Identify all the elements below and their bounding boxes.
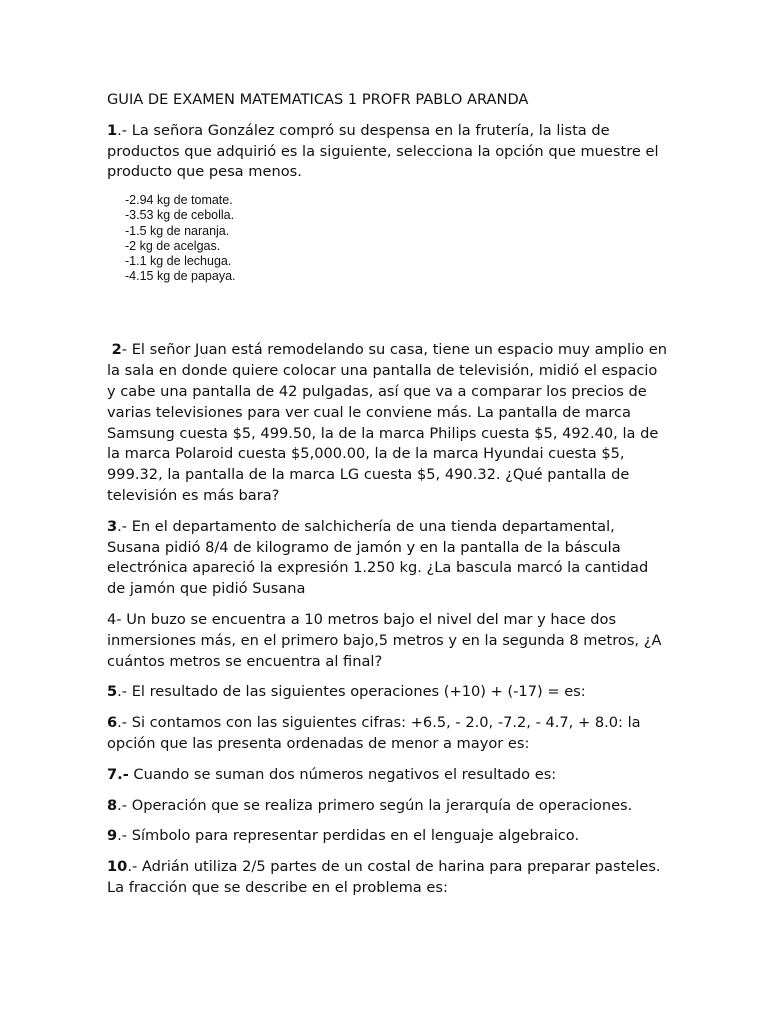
list-item: -3.53 kg de cebolla. <box>125 208 235 223</box>
question-number: 10 <box>107 858 128 876</box>
question-text: Símbolo para representar perdidas en el lenguaje algebraico. <box>131 827 580 845</box>
question-text: En el departamento de salchichería de una tienda departamental, Susana pidió 8/4 de kilogramo de jamón y en la pantalla de la báscula electrónica apareció la expresión 1.250 kg. ¿La bascula marcó la cantidad de jamón que pidió Susana <box>107 517 649 598</box>
list-item: -2 kg de acelgas. <box>125 238 221 253</box>
question-number: 3 <box>107 517 118 535</box>
list-item: -1.5 kg de naranja. <box>125 223 230 238</box>
question-text: El resultado de las siguientes operaciones (+10) + (-17) = es: <box>131 683 586 701</box>
question-number: 1 <box>107 121 118 139</box>
question-separator: .- <box>117 714 132 732</box>
question-3 <box>107 517 667 600</box>
question-6 <box>107 713 667 755</box>
list-item: -2.94 kg de tomate. <box>125 193 233 208</box>
question-separator: .- <box>117 796 132 814</box>
question-4 <box>107 610 667 672</box>
product-list <box>125 193 667 284</box>
question-text: Operación que se realiza primero según la jerarquía de operaciones. <box>131 796 633 814</box>
question-2 <box>107 340 667 506</box>
question-text: Adrián utiliza 2/5 partes de un costal de harina para preparar pasteles. La fracción que se describe en el problema es: <box>107 858 661 896</box>
question-5 <box>107 682 667 703</box>
question-separator: .- <box>117 827 132 845</box>
question-9 <box>107 826 667 847</box>
document-content <box>107 90 667 909</box>
question-text: La señora González compró su despensa en la frutería, la lista de productos que adquirió es la siguiente, selecciona la opción que muestre el producto que pesa menos. <box>107 121 659 181</box>
page-title: GUIA DE EXAMEN MATEMATICAS 1 PROFR PABLO ARANDA <box>107 91 529 108</box>
question-number: 6 <box>107 714 118 732</box>
question-separator: .- <box>117 683 132 701</box>
question-text: Si contamos con las siguientes cifras: +6.5, - 2.0, -7.2, - 4.7, + 8.0: la opción que las presenta ordenadas de menor a mayor es: <box>107 714 641 752</box>
question-text: 4- Un buzo se encuentra a 10 metros bajo el nivel del mar y hace dos inmersiones más, en el primero bajo,5 metros y en la segunda 8 metros, ¿A cuántos metros se encuentra al final? <box>107 610 662 670</box>
question-text: Cuando se suman dos números negativos el resultado es: <box>133 765 557 783</box>
question-separator: .- <box>127 858 142 876</box>
question-7 <box>107 765 667 786</box>
question-separator: .- <box>117 121 132 139</box>
question-separator: .- <box>117 517 132 535</box>
question-8 <box>107 796 667 817</box>
list-item: -4.15 kg de papaya. <box>125 269 236 284</box>
question-number: 9 <box>107 827 118 845</box>
question-1 <box>107 121 667 285</box>
question-number: 2 <box>111 341 122 359</box>
question-number: 8 <box>107 796 118 814</box>
question-separator: - <box>121 341 132 359</box>
question-text: El señor Juan está remodelando su casa, tiene un espacio muy amplio en la sala en donde quiere colocar una pantalla de televisión, midió el espacio y cabe una pantalla de 42 pulgadas, así que va a comparar los precios de varias televisiones para ver cual le conviene más. La pantalla de marca Samsung cuesta $5, 499.50, la de la marca Philips cuesta $5, 492.40, la de la marca Polaroid cuesta $5,000.00, la de la marca Hyundai cuesta $5, 999.32, la pantalla de la marca LG cuesta $5, 490.32. ¿Qué pantalla de televisión es más bara? <box>107 341 667 504</box>
question-number: 5 <box>107 683 118 701</box>
question-10 <box>107 857 667 899</box>
list-item: -1.1 kg de lechuga. <box>125 254 232 268</box>
question-number: 7.- <box>107 765 129 783</box>
